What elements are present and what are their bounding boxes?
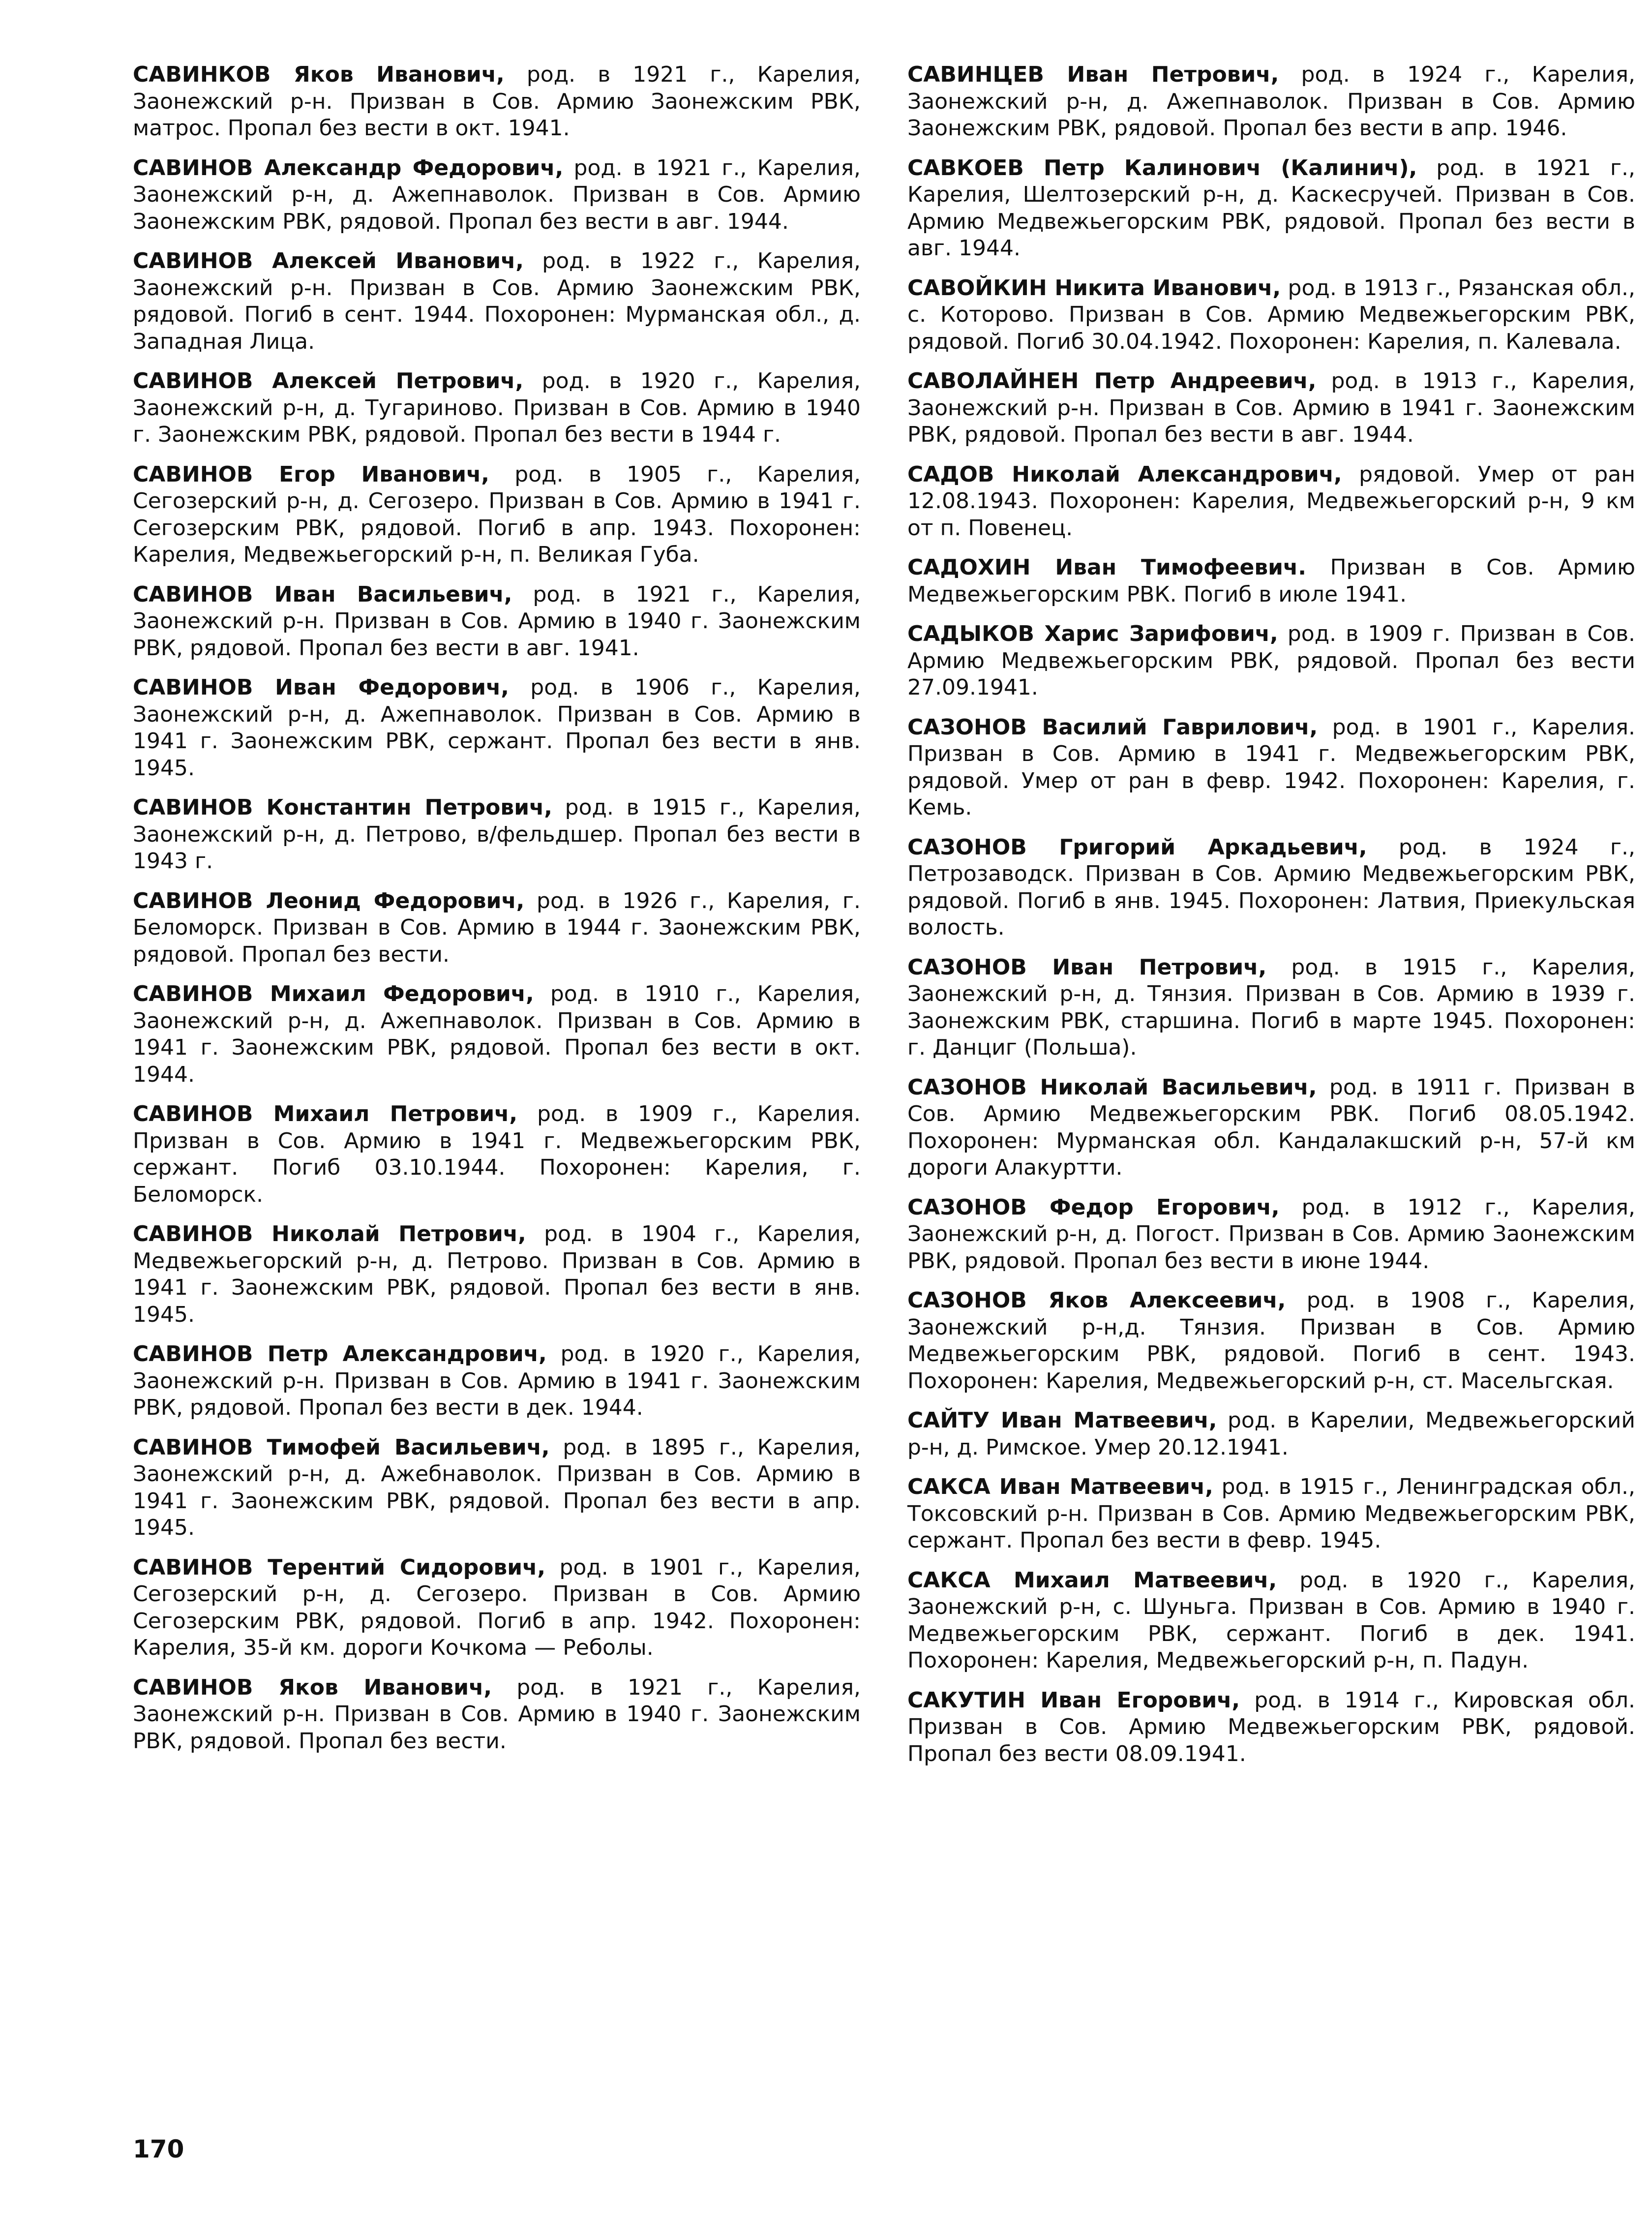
list-item <box>907 1074 1635 1182</box>
list-item <box>907 954 1635 1062</box>
entry-text: род. в 1921 г., Карелия, Заонежский р-н. Призван в Сов. Армию в 1940 г. Заонежским РВК, рядовой. Пропал без вести в авг. 1941. <box>133 581 861 661</box>
entry-name: САВИНОВ Алексей Петрович, <box>133 368 524 394</box>
list-item <box>133 461 861 569</box>
list-item <box>907 1474 1635 1554</box>
entry-text: род. в 1901 г., Карелия, Сегозерский р-н, д. Сегозеро. Призван в Сов. Армию Сегозерским РВК, рядовой. Погиб в апр. 1942. Похоронен: Карелия, 35-й км. дороги Кочкома — Реболы. <box>133 1554 861 1660</box>
entry-name: САВИНОВ Алексей Иванович, <box>133 248 524 274</box>
list-item <box>907 714 1635 821</box>
list-item <box>907 1407 1635 1461</box>
entry-name: САВИНОВ Леонид Федорович, <box>133 888 525 913</box>
entry-text: род. в 1906 г., Карелия, Заонежский р-н, д. Ажепнаволок. Призван в Сов. Армию в 1941 г. Заонежским РВК, сержант. Пропал без вести в янв. 1945. <box>133 675 861 781</box>
entry-name: САКУТИН Иван Егорович, <box>907 1687 1240 1713</box>
list-item <box>133 1221 861 1328</box>
entry-text: род. в 1920 г., Карелия, Заонежский р-н. Призван в Сов. Армию в 1941 г. Заонежским РВК, рядовой. Пропал без вести в дек. 1944. <box>133 1341 861 1420</box>
entry-text: род. в 1921 г., Карелия, Заонежский р-н, д. Ажепнаволок. Призван в Сов. Армию Заонежским РВК, рядовой. Пропал без вести в авг. 1944. <box>133 155 861 234</box>
entry-text: род. в 1924 г., Петрозаводск. Призван в Сов. Армию Медвежьегорским РВК, рядовой. Погиб в янв. 1945. Похоронен: Латвия, Приекульская волость. <box>907 834 1636 940</box>
entry-text: род. в 1912 г., Карелия, Заонежский р-н, д. Погост. Призван в Сов. Армию Заонежским РВК, рядовой. Пропал без вести в июне 1944. <box>907 1194 1635 1274</box>
entry-name: САВОЙКИН Никита Иванович, <box>907 275 1281 301</box>
entry-text: род. в 1908 г., Карелия, Заонежский р-н,д. Тянзия. Призван в Сов. Армию Медвежьегорским РВК, рядовой. Погиб в сент. 1943. Похоронен: Карелия, Медвежьегорский р-н, ст. Масельгская. <box>907 1288 1635 1394</box>
entry-text: род. в 1909 г., Карелия. Призван в Сов. Армию в 1941 г. Медвежьегорским РВК, сержант. Погиб 03.10.1944. Похоронен: Карелия, г. Беломорск. <box>133 1101 861 1207</box>
list-item <box>133 1341 861 1422</box>
entry-text: род. в 1909 г. Призван в Сов. Армию Медвежьегорским РВК, рядовой. Пропал без вести 27.09.1941. <box>907 621 1635 700</box>
entry-text: род. в 1911 г. Призван в Сов. Армию Медвежьегорским РВК. Погиб 08.05.1942. Похоронен: Мурманская обл. Кандалакшский р-н, 57-й км дороги Алакуртти. <box>907 1074 1635 1180</box>
list-item <box>133 1434 861 1542</box>
entry-text: род. в 1920 г., Карелия, Заонежский р-н, с. Шуньга. Призван в Сов. Армию в 1940 г. Медвежьегорским РВК, сержант. Погиб в дек. 1941. Похоронен: Карелия, Медвежьегорский р-н, п. Падун. <box>907 1567 1636 1673</box>
entry-name: САЗОНОВ Николай Васильевич, <box>907 1074 1317 1100</box>
list-item <box>133 981 861 1088</box>
list-item <box>133 1674 861 1755</box>
entry-text: род. в 1926 г., Карелия, г. Беломорск. Призван в Сов. Армию в 1944 г. Заонежским РВК, рядовой. Пропал без вести. <box>133 888 861 967</box>
entry-name: САВИНОВ Константин Петрович, <box>133 795 552 820</box>
entry-name: САВИНОВ Иван Васильевич, <box>133 581 512 607</box>
list-item <box>133 155 861 236</box>
list-item <box>907 61 1635 142</box>
entry-name: САВИНОВ Михаил Петрович, <box>133 1101 518 1126</box>
entry-text: род. в 1915 г., Карелия, Заонежский р-н, д. Тянзия. Призван в Сов. Армию в 1939 г. Заонежским РВК, старшина. Погиб в марте 1945. Похоронен: г. Данциг (Польша). <box>907 954 1635 1060</box>
list-item <box>907 1567 1635 1674</box>
entry-name: САЙТУ Иван Матвеевич, <box>907 1408 1217 1433</box>
list-item <box>907 1194 1635 1275</box>
entry-name: САДОВ Николай Александрович, <box>907 461 1342 487</box>
entry-name: САКСА Иван Матвеевич, <box>907 1474 1213 1499</box>
entry-text: род. в 1920 г., Карелия, Заонежский р-н, д. Тугариново. Призван в Сов. Армию в 1940 г. Заонежским РВК, рядовой. Пропал без вести в 1944 г. <box>133 368 861 447</box>
entry-text: род. в 1921 г., Карелия, Заонежский р-н. Призван в Сов. Армию в 1940 г. Заонежским РВК, рядовой. Пропал без вести. <box>133 1674 861 1754</box>
entry-text: род. в 1914 г., Кировская обл. Призван в Сов. Армию Медвежьегорским РВК, рядовой. Пропал без вести 08.09.1941. <box>907 1687 1635 1766</box>
entry-text: Призван в Сов. Армию Медвежьегорским РВК. Погиб в июле 1941. <box>907 555 1635 607</box>
list-item <box>133 368 861 449</box>
entry-text: род. в 1913 г., Рязанская обл., с. Которово. Призван в Сов. Армию Медвежьегорским РВК, рядовой. Погиб 30.04.1942. Похоронен: Карелия, п. Калевала. <box>907 275 1635 354</box>
list-item <box>907 368 1635 449</box>
entry-name: САВИНОВ Тимофей Васильевич, <box>133 1434 550 1460</box>
entry-text: род. в 1915 г., Ленинградская обл., Токсовский р-н. Призван в Сов. Армию Медвежьегорским РВК, сержант. Пропал без вести в февр. 1945. <box>907 1474 1635 1553</box>
entry-name: САЗОНОВ Яков Алексеевич, <box>907 1288 1286 1313</box>
list-item <box>907 1687 1635 1768</box>
entry-name: САВИНОВ Егор Иванович, <box>133 461 490 487</box>
list-item <box>133 248 861 355</box>
entry-text: род. в 1905 г., Карелия, Сегозерский р-н, д. Сегозеро. Призван в Сов. Армию в 1941 г. Сегозерским РВК, рядовой. Погиб в апр. 1943. Похоронен: Карелия, Медвежьегорский р-н, п. Великая Губа. <box>133 461 861 567</box>
list-item <box>907 1287 1635 1395</box>
entry-name: САВИНОВ Николай Петрович, <box>133 1221 526 1246</box>
entry-text: род. в 1921 г., Карелия, Шелтозерский р-н, д. Каскесручей. Призван в Сов. Армию Медвежьегорским РВК, рядовой. Пропал без вести в авг. 1944. <box>907 155 1635 261</box>
entry-text: род. в 1924 г., Карелия, Заонежский р-н, д. Ажепнаволок. Призван в Сов. Армию Заонежским РВК, рядовой. Пропал без вести в апр. 1946. <box>907 62 1636 141</box>
list-item <box>907 155 1635 262</box>
list-item <box>907 834 1635 942</box>
entry-name: САЗОНОВ Федор Егорович, <box>907 1194 1280 1220</box>
entry-text: род. в 1913 г., Карелия, Заонежский р-н. Призван в Сов. Армию в 1941 г. Заонежским РВК, рядовой. Пропал без вести в авг. 1944. <box>907 368 1635 447</box>
entry-name: САКСА Михаил Матвеевич, <box>907 1567 1277 1593</box>
page-number: 170 <box>133 2135 184 2163</box>
list-item <box>907 461 1635 542</box>
list-item <box>133 888 861 969</box>
entry-name: САЗОНОВ Иван Петрович, <box>907 954 1267 980</box>
list-item <box>133 1554 861 1662</box>
entry-name: САВКОЕВ Петр Калинович (Калинич), <box>907 155 1417 181</box>
entry-text: род. в Карелии, Медвежьегорский р-н, д. Римское. Умер 20.12.1941. <box>907 1408 1635 1460</box>
entry-name: САЗОНОВ Григорий Аркадьевич, <box>907 834 1367 860</box>
list-item <box>133 581 861 662</box>
entry-text: род. в 1910 г., Карелия, Заонежский р-н, д. Ажепнаволок. Призван в Сов. Армию в 1941 г. Заонежским РВК, рядовой. Пропал без вести в окт. 1944. <box>133 981 861 1087</box>
right-column <box>907 61 1635 1780</box>
entry-text: род. в 1921 г., Карелия, Заонежский р-н. Призван в Сов. Армию Заонежским РВК, матрос. Пропал без вести в окт. 1941. <box>133 62 861 141</box>
list-item <box>907 275 1635 356</box>
entry-text: род. в 1915 г., Карелия, Заонежский р-н, д. Петрово, в/фельдшер. Пропал без вести в 1943 г. <box>133 795 861 874</box>
list-item <box>133 1101 861 1208</box>
entry-name: САЗОНОВ Василий Гаврилович, <box>907 714 1318 740</box>
entry-text: род. в 1922 г., Карелия, Заонежский р-н. Призван в Сов. Армию Заонежским РВК, рядовой. Погиб в сент. 1944. Похоронен: Мурманская обл., д. Западная Лица. <box>133 248 861 354</box>
entry-name: САВИНЦЕВ Иван Петрович, <box>907 62 1279 87</box>
entry-name: САВОЛАЙНЕН Петр Андреевич, <box>907 368 1317 394</box>
entry-name: САВИНКОВ Яков Иванович, <box>133 62 505 87</box>
entry-name: САВИНОВ Петр Александрович, <box>133 1341 547 1367</box>
list-item <box>133 61 861 142</box>
entry-text: рядовой. Умер от ран 12.08.1943. Похоронен: Карелия, Медвежьегорский р-н, 9 км от п. Повенец. <box>907 461 1635 541</box>
entry-name: САВИНОВ Яков Иванович, <box>133 1674 492 1700</box>
list-item <box>133 674 861 782</box>
entry-text: род. в 1895 г., Карелия, Заонежский р-н, д. Ажебнаволок. Призван в Сов. Армию в 1941 г. Заонежским РВК, рядовой. Пропал без вести в апр. 1945. <box>133 1434 861 1540</box>
entry-name: САДОХИН Иван Тимофеевич. <box>907 555 1306 580</box>
entry-name: САВИНОВ Иван Федорович, <box>133 675 509 700</box>
entry-name: САВИНОВ Михаил Федорович, <box>133 981 534 1006</box>
entry-name: САВИНОВ Александр Федорович, <box>133 155 564 181</box>
entry-name: САДЫКОВ Харис Зарифович, <box>907 621 1278 646</box>
list-item <box>133 794 861 875</box>
left-column <box>133 61 861 1767</box>
entry-text: род. в 1904 г., Карелия, Медвежьегорский р-н, д. Петрово. Призван в Сов. Армию в 1941 г. Заонежским РВК, рядовой. Пропал без вести в янв. 1945. <box>133 1221 861 1327</box>
entry-text: род. в 1901 г., Карелия. Призван в Сов. Армию в 1941 г. Медвежьегорским РВК, рядовой. Умер от ран в февр. 1942. Похоронен: Карелия, г. Кемь. <box>907 714 1636 820</box>
list-item <box>907 554 1635 608</box>
entry-name: САВИНОВ Терентий Сидорович, <box>133 1554 546 1580</box>
list-item <box>907 621 1635 701</box>
